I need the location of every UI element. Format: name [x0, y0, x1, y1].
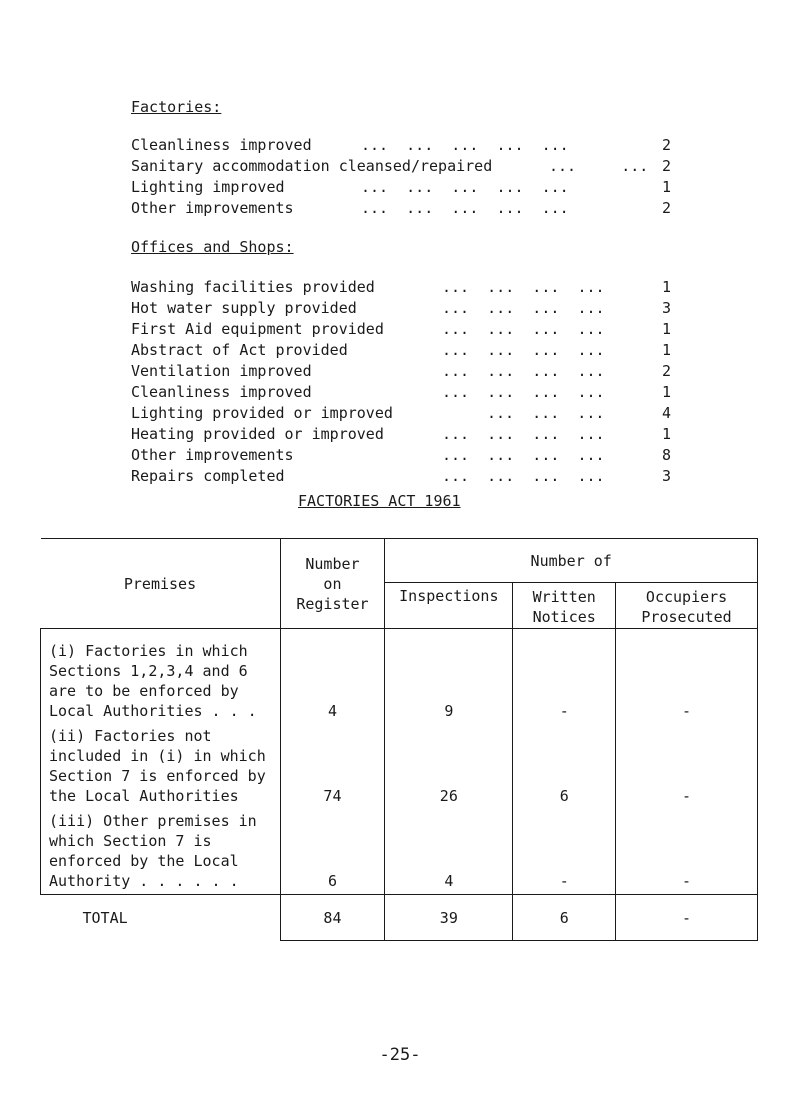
- factories-heading: Factories:: [131, 98, 222, 116]
- offices-heading: Offices and Shops:: [131, 238, 294, 256]
- list-item: [131, 404, 671, 424]
- list-item: [131, 157, 671, 177]
- item-value: 2: [661, 157, 671, 175]
- leader-dots: ... ... ... ...: [442, 425, 605, 443]
- item-label: Other improvements: [131, 446, 294, 464]
- header-prosecuted: Occupiers Prosecuted: [616, 583, 758, 629]
- leader-dots: ... ... ... ... ...: [361, 178, 569, 196]
- item-value: 1: [661, 178, 671, 196]
- item-value: 3: [661, 299, 671, 317]
- item-value: 1: [661, 278, 671, 296]
- premises-row-3: (iii) Other premises in which Section 7 is enforced by the Local Authority . . . . . .: [49, 812, 257, 890]
- item-label: Abstract of Act provided: [131, 341, 348, 359]
- item-label: Cleanliness improved: [131, 136, 312, 154]
- notices-cell: [513, 629, 616, 895]
- page-number: -25-: [379, 1045, 421, 1065]
- prosecuted-row-3: -: [682, 872, 692, 890]
- register-row-1: 4: [327, 702, 337, 720]
- header-register: Number on Register: [280, 539, 385, 629]
- item-value: 1: [661, 425, 671, 443]
- list-item: [131, 425, 671, 445]
- leader-dots: ... ... ... ... ...: [361, 136, 569, 154]
- total-prosecuted: -: [616, 895, 758, 941]
- list-item: [131, 362, 671, 382]
- header-number-of: Number of: [385, 539, 758, 583]
- leader-dots: ... ... ... ...: [442, 467, 605, 485]
- leader-dots: ... ... ... ...: [442, 362, 605, 380]
- list-item: [131, 199, 671, 219]
- leader-dots: ... ... ... ...: [442, 383, 605, 401]
- leader-dots: ... ... ... ...: [442, 299, 605, 317]
- total-inspections: 39: [385, 895, 513, 941]
- prosecuted-cell: [616, 629, 758, 895]
- item-value: 8: [661, 446, 671, 464]
- leader-dots: ... ... ... ...: [442, 341, 605, 359]
- register-row-3: 6: [327, 872, 337, 890]
- item-label: Other improvements: [131, 199, 294, 217]
- item-label: Hot water supply provided: [131, 299, 357, 317]
- item-label: Lighting improved: [131, 178, 285, 196]
- total-label: TOTAL: [82, 908, 128, 927]
- item-value: 1: [661, 341, 671, 359]
- header-premises: Premises: [41, 539, 281, 629]
- notices-row-2: 6: [559, 787, 569, 805]
- list-item: [131, 383, 671, 403]
- inspections-row-3: 4: [444, 872, 454, 890]
- item-label: Sanitary accommodation cleansed/repaired: [131, 157, 493, 175]
- item-label: Lighting provided or improved: [131, 404, 393, 422]
- register-cell: [280, 629, 385, 895]
- item-label: Repairs completed: [131, 467, 285, 485]
- total-register: 84: [280, 895, 385, 941]
- leader-dots: ... ... ...: [487, 404, 605, 422]
- notices-row-1: -: [559, 702, 569, 720]
- prosecuted-row-1: -: [682, 702, 692, 720]
- list-item: [131, 178, 671, 198]
- notices-row-3: -: [559, 872, 569, 890]
- list-item: [131, 278, 671, 298]
- register-row-2: 74: [323, 787, 342, 805]
- item-label: Ventilation improved: [131, 362, 312, 380]
- leader-dots: ... ...: [549, 157, 649, 175]
- item-value: 2: [661, 199, 671, 217]
- premises-row-1: (i) Factories in which Sections 1,2,3,4 and 6 are to be enforced by Local Authorities . . .: [49, 642, 257, 720]
- item-value: 2: [661, 136, 671, 154]
- item-label: First Aid equipment provided: [131, 320, 384, 338]
- premises-row-2: (ii) Factories not included in (i) in which Section 7 is enforced by the Local Authorities: [49, 727, 266, 805]
- item-label: Washing facilities provided: [131, 278, 375, 296]
- list-item: [131, 320, 671, 340]
- list-item: [131, 299, 671, 319]
- item-value: 1: [661, 320, 671, 338]
- premises-cell: [41, 629, 281, 895]
- inspections-row-1: 9: [444, 702, 454, 720]
- leader-dots: ... ... ... ...: [442, 278, 605, 296]
- item-label: Cleanliness improved: [131, 383, 312, 401]
- leader-dots: ... ... ... ...: [442, 446, 605, 464]
- table-title: FACTORIES ACT 1961: [298, 492, 461, 510]
- header-inspections: Inspections: [385, 583, 513, 629]
- inspections-cell: [385, 629, 513, 895]
- item-value: 2: [661, 362, 671, 380]
- item-value: 1: [661, 383, 671, 401]
- leader-dots: ... ... ... ...: [442, 320, 605, 338]
- header-notices: Written Notices: [513, 583, 616, 629]
- item-label: Heating provided or improved: [131, 425, 384, 443]
- factories-act-table: [40, 538, 758, 941]
- leader-dots: ... ... ... ... ...: [361, 199, 569, 217]
- item-value: 3: [661, 467, 671, 485]
- list-item: [131, 446, 671, 466]
- item-value: 4: [661, 404, 671, 422]
- list-item: [131, 136, 671, 156]
- list-item: [131, 467, 671, 487]
- prosecuted-row-2: -: [682, 787, 692, 805]
- total-notices: 6: [513, 895, 616, 941]
- list-item: [131, 341, 671, 361]
- inspections-row-2: 26: [439, 787, 458, 805]
